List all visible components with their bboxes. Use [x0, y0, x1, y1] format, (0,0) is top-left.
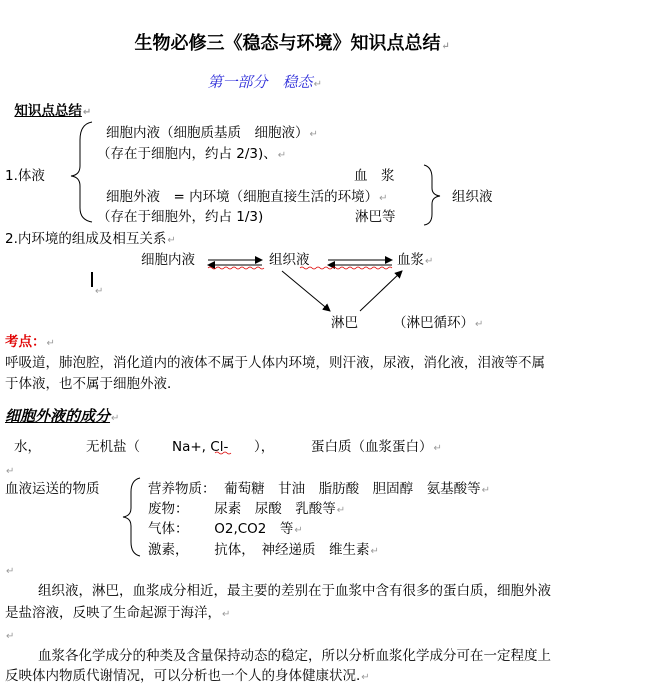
ecf-heading-text: 细胞外液的成分 — [5, 407, 111, 425]
transport-row-items: 葡萄糖 甘油 脂肪酸 胆固醇 氨基酸等 — [224, 481, 481, 497]
paragraph-mark: ↵ — [441, 41, 450, 52]
arrow-tissue-to-lymph — [282, 271, 330, 311]
paragraph-mark: ↵ — [82, 107, 92, 118]
component-water: 水， — [14, 439, 41, 455]
transport-row-items: O2,CO2 等 — [214, 521, 294, 537]
transport-row-name: 营养物质： — [148, 481, 216, 497]
part-heading-text: 第一部分 稳态 — [207, 73, 313, 91]
paragraph-mark: ↵ — [379, 193, 388, 204]
exam-point-colon: ： — [32, 334, 46, 350]
body-fluid-brace — [71, 122, 92, 222]
paragraph-mark: ↵ — [222, 609, 231, 620]
paragraph-mark: ↵ — [475, 319, 484, 330]
component-protein-text: 蛋白质（血浆蛋白） — [311, 439, 433, 455]
title-text: 生物必修三《稳态与环境》知识点总结 — [134, 33, 441, 54]
tissue-fluid-label: 组织液 — [452, 189, 493, 205]
component-salt: 无机盐（ — [86, 439, 140, 455]
exam-point-label — [5, 334, 55, 352]
transport-row-items: 抗体， 神经递质 维生素 — [214, 542, 370, 558]
ecf-heading — [5, 407, 119, 428]
paragraph-mark: ↵ — [277, 150, 287, 161]
lymph-label: 淋巴等 — [355, 209, 396, 225]
para1-line2-text: 是盐溶液，反映了生命起源于海洋， — [5, 605, 221, 621]
paragraph-mark: ↵ — [309, 129, 318, 140]
node-lymph: 淋巴 — [331, 315, 358, 331]
empty-paragraph — [5, 627, 14, 645]
paragraph-mark: ↵ — [6, 631, 15, 642]
spellcheck-underline — [300, 267, 392, 269]
empty-paragraph — [94, 282, 103, 300]
intracellular-note — [97, 146, 286, 164]
empty-paragraph — [5, 462, 14, 480]
body-fluid-label: 1.体液 — [5, 168, 45, 184]
exam-point-line2: 于体液，也不属于细胞外液． — [5, 376, 181, 392]
para2-line2-text: 反映体内物质代谢情况，可以分析也一个人的身体健康状况. — [5, 668, 361, 684]
node-plasma — [397, 252, 433, 270]
node-lymph-cycle — [393, 315, 483, 333]
paragraph-mark: ↵ — [336, 505, 346, 516]
paragraph-mark: ↵ — [481, 485, 490, 496]
intracellular-note-text: （存在于细胞内，约占 2/3)、 — [97, 146, 277, 162]
exam-point-line1: 呼吸道，肺泡腔，消化道内的液体不属于人体内环境，则汗液，尿液，消化液，泪液等不属 — [5, 355, 545, 371]
paragraph-mark: ↵ — [433, 443, 442, 454]
component-ions: Na+, Cl- — [172, 439, 229, 455]
intracellular-text: 细胞内液（细胞质基质 细胞液） — [106, 125, 309, 141]
transport-row-nutrients — [148, 481, 490, 499]
para2-line2 — [5, 668, 370, 686]
paragraph-mark: ↵ — [6, 466, 15, 477]
node-lymph-cycle-text: （淋巴循环） — [393, 315, 474, 331]
plasma-label: 血 浆 — [354, 168, 395, 184]
intracellular-line — [106, 125, 318, 143]
node-plasma-text: 血浆 — [397, 252, 424, 268]
paragraph-mark: ↵ — [313, 79, 322, 90]
paragraph-mark: ↵ — [294, 525, 303, 536]
transport-row-gas — [148, 521, 303, 539]
paragraph-mark: ↵ — [361, 672, 370, 683]
transport-label: 血液运送的物质 — [5, 481, 100, 497]
transport-row-name: 气体： — [148, 521, 189, 537]
paragraph-mark: ↵ — [167, 235, 176, 246]
paragraph-mark: ↵ — [95, 286, 104, 297]
paragraph-mark: ↵ — [370, 546, 379, 557]
extracellular-note: （存在于细胞外，约占 1/3) — [97, 209, 264, 225]
node-tissue-fluid: 组织液 — [269, 252, 310, 268]
paragraph-mark: ↵ — [111, 413, 120, 424]
transport-row-waste — [148, 501, 345, 519]
paragraph-mark: ↵ — [425, 256, 434, 267]
extracellular-text: 细胞外液 = 内环境（细胞直接生活的环境） — [106, 189, 379, 205]
para2-line1: 血浆各化学成分的种类及含量保持动态的稳定，所以分析血浆化学成分可在一定程度上 — [38, 648, 551, 664]
paragraph-mark: ↵ — [46, 338, 55, 349]
transport-row-name: 废物： — [148, 501, 189, 517]
transport-brace — [123, 478, 140, 556]
transport-row-items: 尿素 尿酸 乳酸等 — [214, 501, 336, 517]
component-protein — [311, 439, 442, 457]
section-heading-text: 知识点总结 — [14, 103, 82, 119]
tissue-fluid-brace — [424, 165, 440, 225]
spellcheck-underline — [208, 267, 264, 269]
node-intracellular: 细胞内液 — [141, 252, 195, 268]
paragraph-mark: ↵ — [6, 566, 15, 577]
component-salt-close: ）， — [254, 439, 275, 455]
exam-point-text: 考点 — [5, 334, 32, 350]
arrow-lymph-to-plasma — [360, 271, 402, 311]
internal-env-heading-text: 2.内环境的组成及相互关系 — [5, 231, 167, 247]
internal-env-heading — [5, 231, 176, 249]
para1-line1: 组织液，淋巴，血浆成分相近，最主要的差别在于血浆中含有很多的蛋白质，细胞外液 — [38, 583, 551, 599]
transport-row-hormones — [148, 542, 379, 560]
transport-row-name: 激素， — [148, 542, 189, 558]
empty-paragraph — [5, 562, 14, 580]
extracellular-line — [106, 189, 388, 207]
text-cursor — [91, 272, 93, 287]
para1-line2 — [5, 605, 230, 623]
